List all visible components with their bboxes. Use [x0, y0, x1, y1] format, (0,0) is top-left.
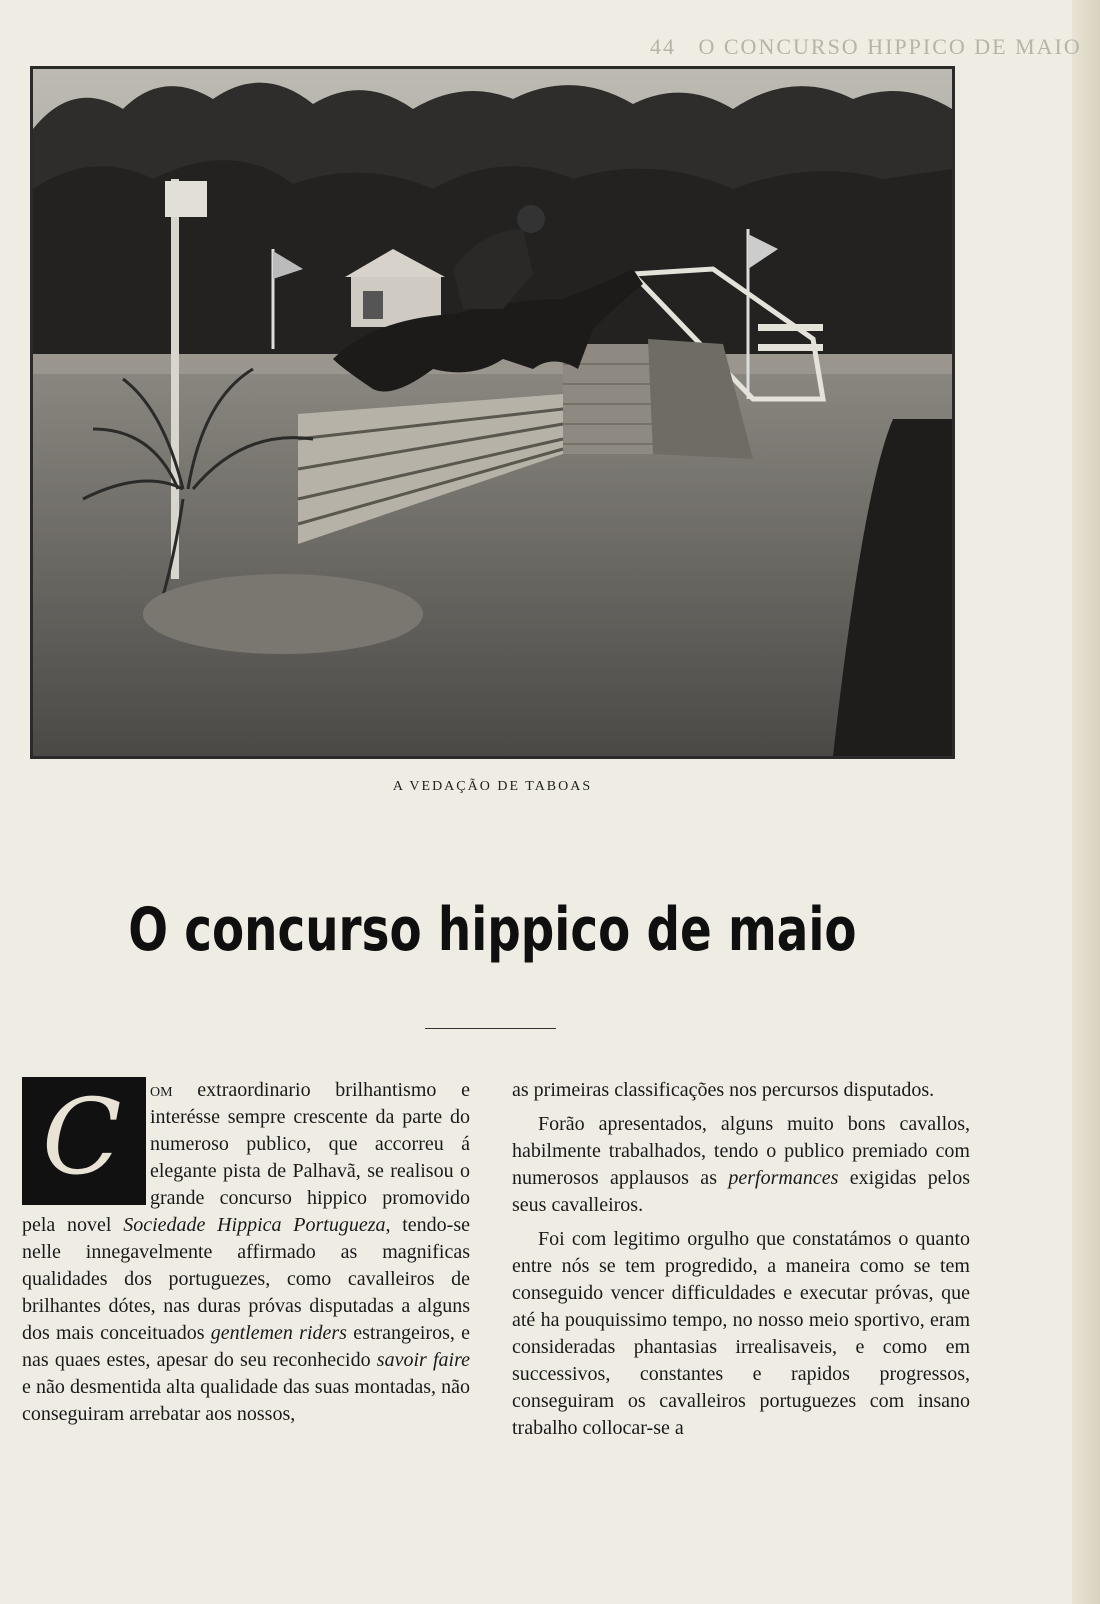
society-name: Sociedade Hippica Portugueza	[123, 1214, 386, 1236]
text-run: e não desmentida alta qualidade das suas montadas, não conseguiram arrebatar aos nossos,	[22, 1376, 470, 1425]
text-run: exigidas pelos seus cavalleiros.	[512, 1167, 971, 1216]
page-edge	[1072, 0, 1100, 1604]
text-run: extraordinario brilhantismo e interésse sempre crescente da parte do numeroso publico, que accorreu á elegante pista de Palhavã, se realisou o grande concurso hippico promovido pela novel	[22, 1079, 470, 1236]
decorative-initial-c	[22, 1077, 146, 1205]
foreign-term: gentlemen riders	[210, 1322, 347, 1344]
article-column-right	[512, 1077, 970, 1442]
foreign-term: performances	[728, 1167, 839, 1189]
foreign-term: savoir faire	[376, 1349, 470, 1371]
text-run: Forão apresentados, alguns muito bons cavallos, habilmente trabalhados, tendo o publico premiado com numerosos applausos as	[512, 1113, 970, 1189]
article-column-left	[22, 1077, 470, 1428]
photograph-show-jumping	[30, 66, 955, 759]
article-title: O concurso hippico de maio	[128, 895, 857, 965]
header-ghost-text: 44 O CONCURSO HIPPICO DE MAIO	[650, 34, 1082, 59]
lead-in: om	[150, 1079, 173, 1101]
text-run: , tendo-se nelle innegavelmente affirmado as magnificas qualidades dos portuguezes, como cavalleiros de brilhantes dótes, nas duras próvas disputadas a alguns dos mais conceituados	[22, 1214, 470, 1344]
title-divider	[425, 1028, 556, 1029]
photo-illustration	[33, 69, 952, 756]
article-paragraph-3: Foi com legitimo orgulho que constatámos o quanto entre nós se tem progredido, a maneira como se tem conseguido vencer difficuldades e executar próvas, que até ha pouquissimo tempo, no nosso meio sportivo, eram consideradas phantasias irrealisaveis, e como em successivos, constantes e rapidos progressos, conseguiram os cavalleiros portuguezes com insano trabalho collocar-se a	[512, 1228, 970, 1439]
dropcap-letter: C	[42, 1076, 122, 1198]
article-paragraph-2	[512, 1111, 970, 1219]
text-run: estrangeiros, e nas quaes estes, apesar do seu reconhecido	[22, 1322, 470, 1371]
article-paragraph-continued: as primeiras classificações nos percursos disputados.	[512, 1079, 935, 1101]
photo-caption: A VEDAÇÃO DE TABOAS	[392, 779, 593, 794]
